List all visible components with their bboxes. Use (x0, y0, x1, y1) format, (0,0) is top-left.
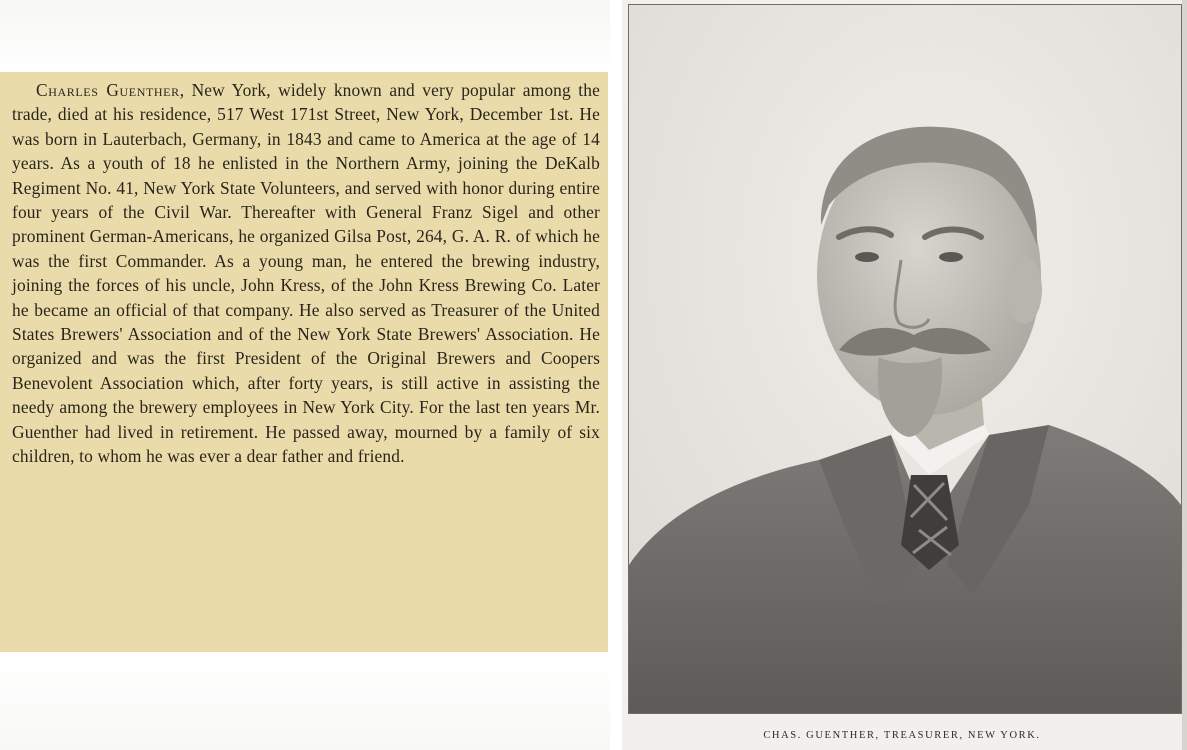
ear (1006, 256, 1042, 324)
portrait-illustration (629, 5, 1181, 713)
left-eye (855, 252, 879, 262)
obituary-text (12, 78, 600, 469)
page-bleed-bottom (0, 655, 610, 750)
portrait-photo (628, 4, 1182, 714)
obituary-body: , New York, widely known and very popular among the trade, died at his residence, 517 West 171st Street, New York, December 1st. He was born in Lauterbach, Germany, in 1843 and came to America at the age of 14 years. As a youth of 18 he enlisted in the Northern Army, joining the DeKalb Regiment No. 41, New York State Volunteers, and served with honor during entire four years of the Civil War. Thereafter with General Franz Sigel and other prominent German-Americans, he organized Gilsa Post, 264, G. A. R. of which he was the first Commander. As a young man, he entered the brewing industry, joining the forces of his uncle, John Kress, of the John Kress Brewing Co. Later he became an official of that company. He also served as Treasurer of the United States Brewers' Association and of the New York State Brewers' Association. He organized and was the first President of the Original Brewers and Coopers Benevolent Association which, after forty years, is still active in assisting the needy among the brewery employees in New York City. For the last ten years Mr. Guenther had lived in retirement. He passed away, mourned by a family of six children, to whom he was ever a dear father and friend. (12, 80, 600, 467)
right-eye (939, 252, 963, 262)
page-edge (1182, 0, 1187, 750)
obituary-subject-name: Charles Guenther (36, 80, 180, 100)
portrait-caption: CHAS. GUENTHER, TREASURER, NEW YORK. (763, 730, 1041, 741)
obituary-clipping (0, 72, 608, 652)
page-bleed-top (0, 0, 610, 72)
